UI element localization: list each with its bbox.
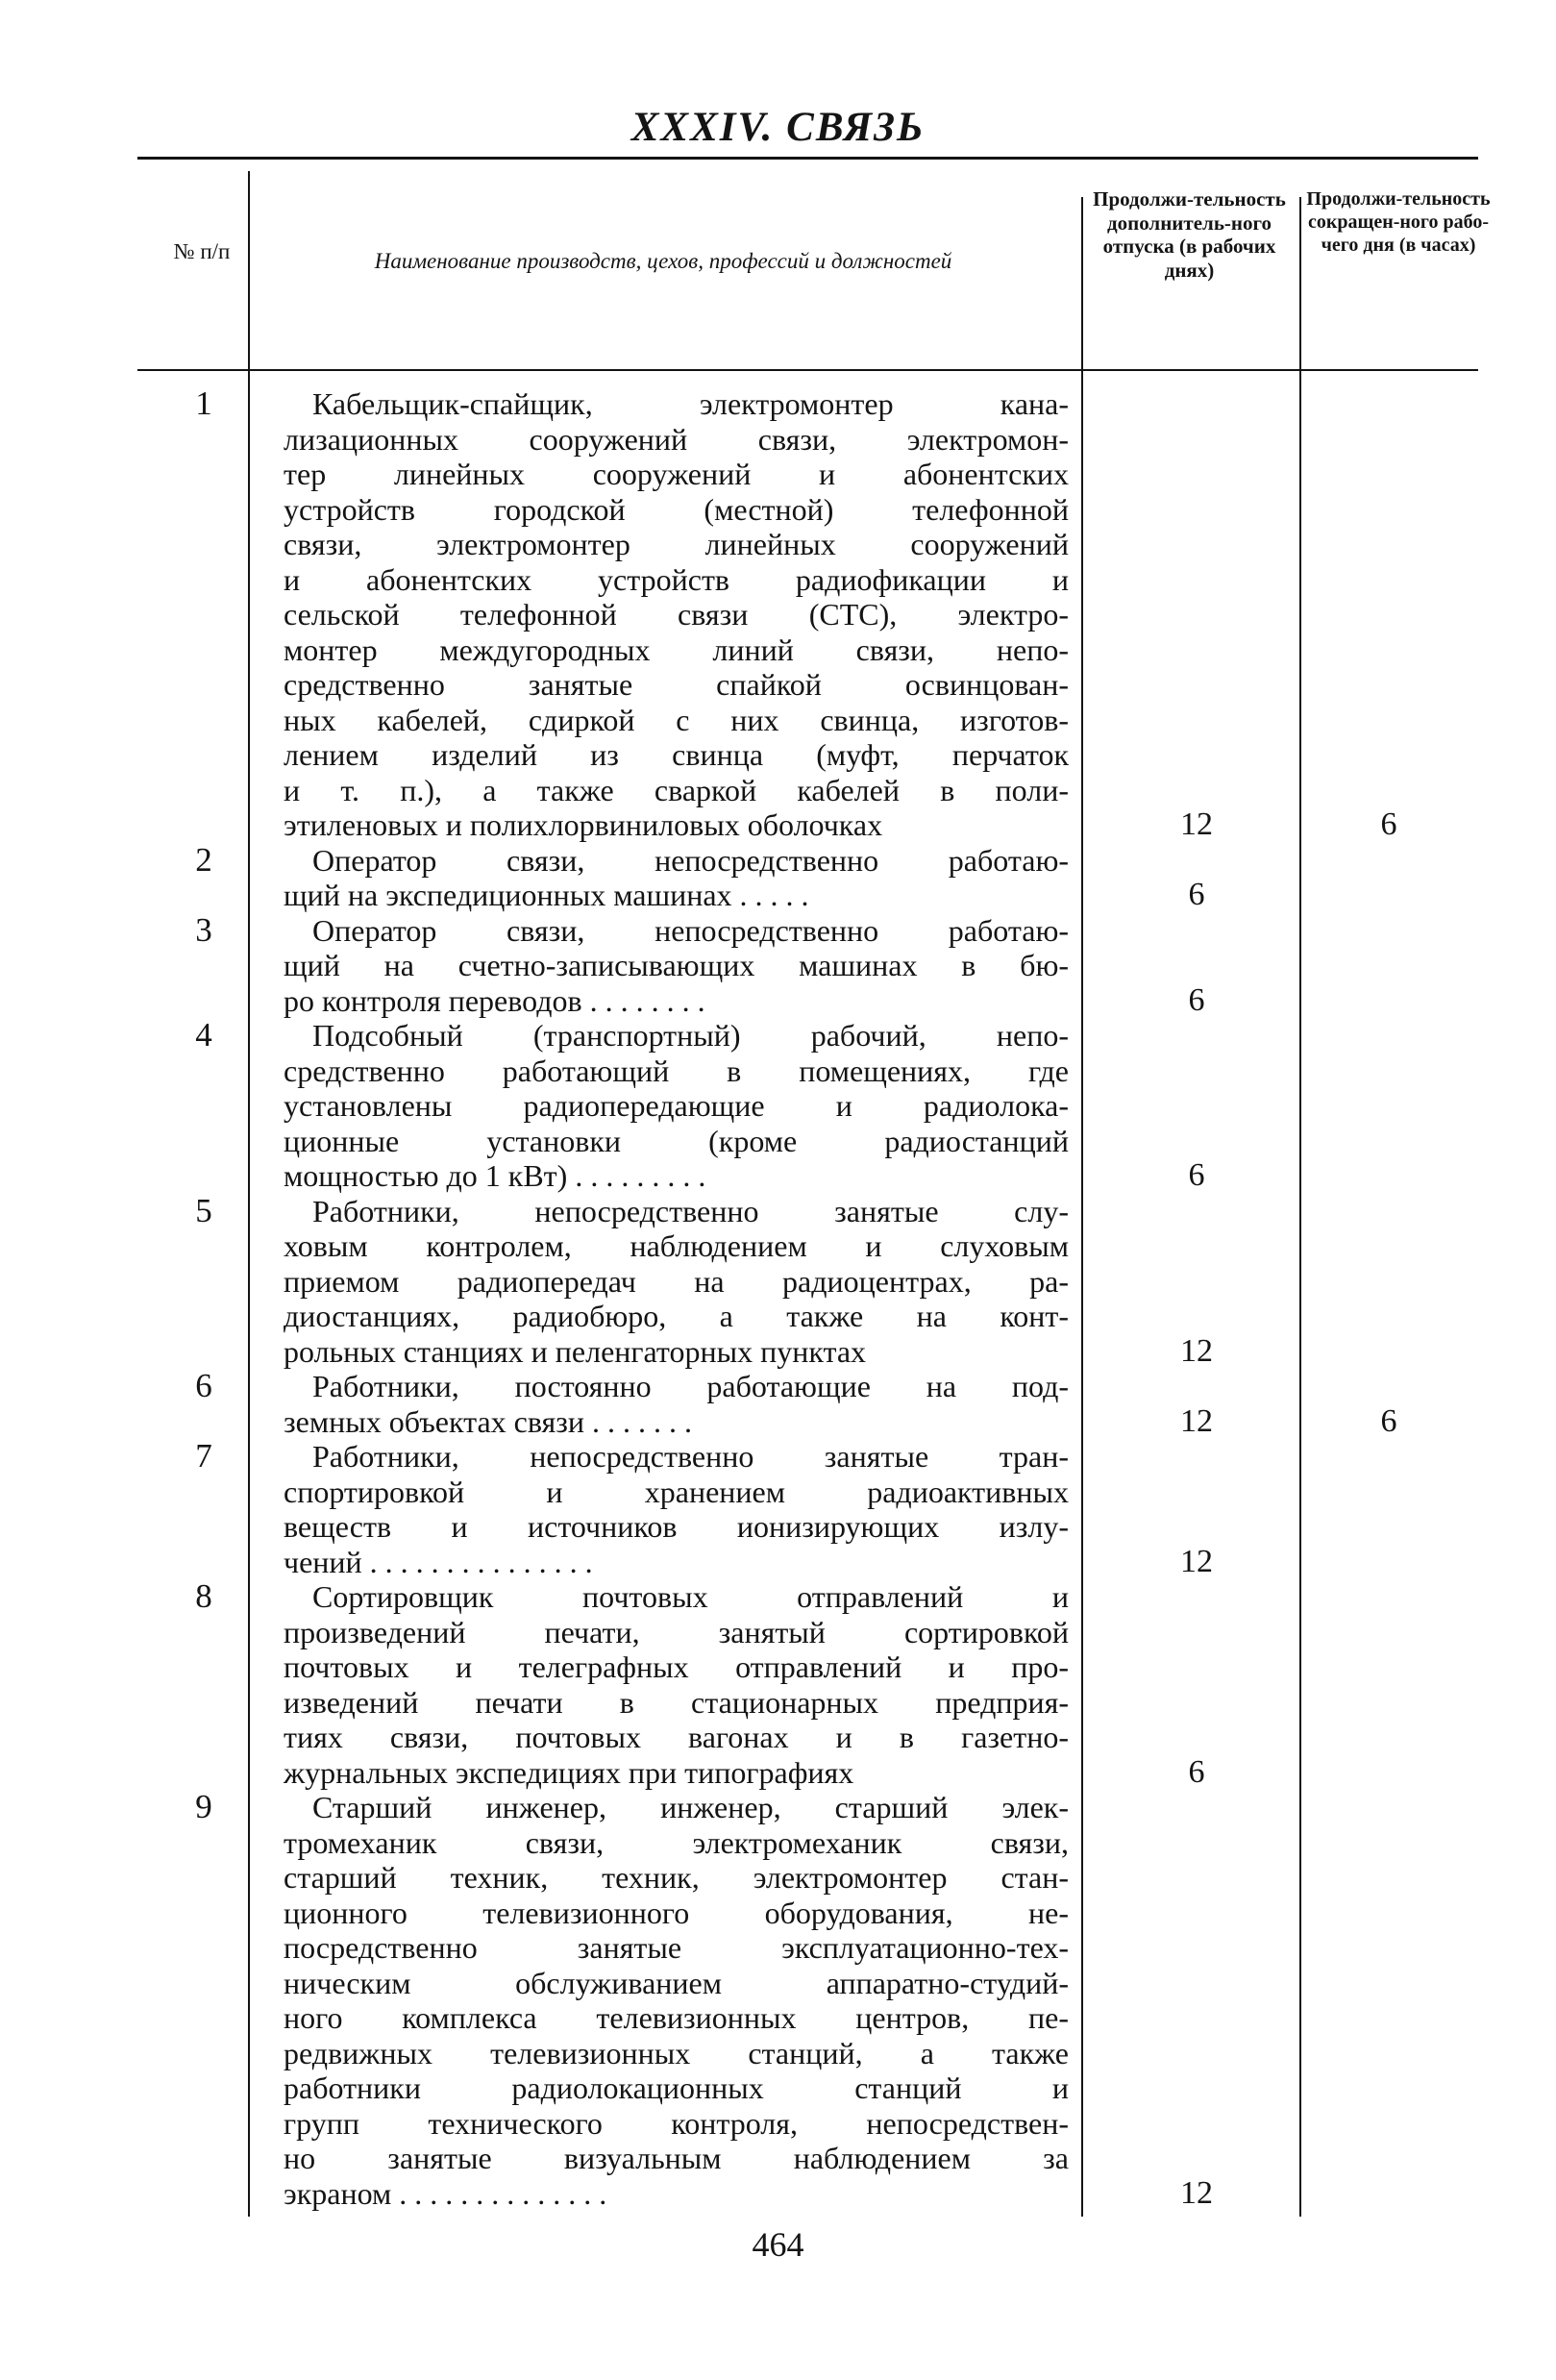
row-text-line: посредственно занятые эксплуатационно-тех- (284, 1930, 1069, 1965)
extra-leave-value: 12 (1180, 1543, 1213, 1579)
header-extra-leave: Продолжи-тельность дополнитель-ного отпуска (в рабочих днях) (1093, 187, 1286, 282)
row-text-line: тромеханик связи, электромеханик связи, (284, 1824, 1069, 1860)
row-text-line: приемом радиопередач на радиоцентрах, ра- (284, 1263, 1069, 1299)
row-text-line: тер линейных сооружений и абонентских (284, 457, 1069, 491)
row-text-line: связи, электромонтер линейных сооружений (284, 527, 1069, 561)
row-text-line: чений . . . . . . . . . . . . . . . (284, 1544, 593, 1579)
row-text-line: этиленовых и полихлорвиниловых оболочках (284, 807, 883, 842)
row-text-line: монтер междугородных линий связи, непо- (284, 632, 1069, 667)
row-text-line: групп технического контроля, непосредствен- (284, 2105, 1069, 2141)
row-text-line: диостанциях, радиобюро, а также на конт- (284, 1299, 1069, 1333)
row-text-line: ного комплекса телевизионных центров, пе- (284, 2000, 1069, 2035)
row-text-line: произведений печати, занятый сортировкой (284, 1614, 1069, 1649)
row-text-line: но занятые визуальным наблюдением за (284, 2141, 1069, 2175)
header-name: Наименование производств, цехов, профессий и должностей (374, 249, 952, 273)
row-text-line: тиях связи, почтовых вагонах и в газетно- (284, 1720, 1069, 1754)
row-text-line: почтовых и телеграфных отправлений и про- (284, 1649, 1069, 1684)
header-short-day: Продолжи-тельность сокращен-ного рабо-чего дня (в часах) (1306, 188, 1491, 256)
short-day-value: 6 (1380, 1402, 1397, 1439)
row-number: 7 (195, 1437, 212, 1475)
row-text (284, 1018, 1069, 1194)
row-text-line: средственно занятые спайкой освинцован- (284, 667, 1069, 702)
short-day-value: 6 (1380, 806, 1397, 842)
row-text-line: работники радиолокационных станций и (284, 2070, 1069, 2105)
row-text-line: Сортировщик почтовых отправлений и (312, 1579, 1069, 1614)
row-text-line: экраном . . . . . . . . . . . . . . (284, 2175, 607, 2211)
extra-leave-value: 12 (1180, 1332, 1213, 1369)
page-title: XXXIV. СВЯЗЬ (630, 105, 926, 150)
row-text-line: ционные установки (кроме радиостанций (284, 1123, 1069, 1158)
extra-leave-value: 12 (1180, 1402, 1213, 1439)
row-text-line: веществ и источников ионизирующих излу- (284, 1509, 1069, 1544)
row-text (284, 1369, 1069, 1439)
row-text (284, 913, 1069, 1019)
extra-leave-value: 6 (1188, 1157, 1205, 1193)
row-number: 8 (195, 1577, 212, 1615)
row-text (284, 1790, 1069, 2211)
row-text-line: Кабельщик-спайщик, электромонтер кана- (312, 386, 1069, 421)
row-text (284, 1579, 1069, 1790)
row-text-line: изведений печати в стационарных предприя- (284, 1684, 1069, 1720)
column-divider-2 (1081, 197, 1083, 2217)
row-text-line: ховым контролем, наблюдением и слуховым (284, 1228, 1069, 1263)
row-number: 1 (195, 384, 212, 422)
row-text-line: устройств городской (местной) телефонной (284, 491, 1069, 527)
row-text-line: Старший инженер, инженер, старший элек- (312, 1790, 1069, 1824)
column-divider-3 (1299, 197, 1301, 2217)
row-text-line: ных кабелей, сдиркой с них свинца, изготов- (284, 702, 1069, 737)
row-text (284, 1194, 1069, 1370)
row-number: 9 (195, 1788, 212, 1825)
row-text-line: щий на экспедиционных машинах . . . . . (284, 878, 809, 912)
row-text-line: лизационных сооружений связи, электромон- (284, 421, 1069, 457)
header-bottom-rule (137, 369, 1478, 371)
header-number: № п/п (173, 239, 231, 263)
row-text-line: Оператор связи, непосредственно работаю- (312, 912, 1069, 948)
extra-leave-value: 6 (1188, 981, 1205, 1018)
extra-leave-value: 6 (1188, 1753, 1205, 1790)
row-text-line: лением изделий из свинца (муфт, перчаток (284, 737, 1069, 772)
row-text-line: земных объектах связи . . . . . . . (284, 1403, 693, 1439)
row-text (284, 386, 1069, 843)
extra-leave-value: 12 (1180, 2174, 1213, 2211)
row-text-line: ро контроля переводов . . . . . . . . (284, 982, 705, 1018)
row-text-line: ническим обслуживанием аппаратно-студий- (284, 1965, 1069, 2000)
row-text-line: Подсобный (транспортный) рабочий, непо- (312, 1018, 1069, 1053)
row-text-line: мощностью до 1 кВт) . . . . . . . . . (284, 1158, 706, 1193)
row-number: 4 (195, 1016, 212, 1054)
row-text-line: журнальных экспедициях при типографиях (284, 1754, 854, 1790)
row-text-line: и абонентских устройств радиофикации и (284, 561, 1069, 597)
row-text-line: сельской телефонной связи (СТС), электро- (284, 597, 1069, 632)
row-text-line: Работники, постоянно работающие на под- (312, 1369, 1069, 1403)
row-text-line: рольных станциях и пеленгаторных пунктах (284, 1333, 867, 1369)
row-text-line: щий на счетно-записывающих машинах в бю- (284, 948, 1069, 982)
row-text (284, 1439, 1069, 1579)
row-number: 3 (195, 910, 212, 949)
extra-leave-value: 12 (1180, 806, 1213, 842)
page-number: 464 (752, 2225, 804, 2264)
row-text (284, 843, 1069, 913)
row-text-line: Оператор связи, непосредственно работаю- (312, 842, 1069, 878)
row-text-line: Работники, непосредственно занятые слу- (312, 1193, 1069, 1228)
column-divider-1 (248, 171, 250, 2217)
row-text-line: установлены радиопередающие и радиолока- (284, 1088, 1069, 1123)
extra-leave-value: 6 (1188, 877, 1205, 912)
row-text-line: средственно работающий в помещениях, где (284, 1053, 1069, 1088)
table-top-rule (137, 157, 1478, 160)
row-number: 6 (195, 1367, 212, 1404)
row-text-line: ционного телевизионного оборудования, не- (284, 1895, 1069, 1930)
row-text-line: и т. п.), а также сваркой кабелей в поли- (284, 772, 1069, 807)
row-text-line: Работники, непосредственно занятые тран- (312, 1439, 1069, 1474)
row-text-line: редвижных телевизионных станций, а также (284, 2035, 1069, 2070)
row-number: 2 (195, 840, 212, 879)
row-number: 5 (195, 1191, 212, 1229)
row-text-line: спортировкой и хранением радиоактивных (284, 1474, 1069, 1509)
row-text-line: старший техник, техник, электромонтер стан- (284, 1860, 1069, 1895)
